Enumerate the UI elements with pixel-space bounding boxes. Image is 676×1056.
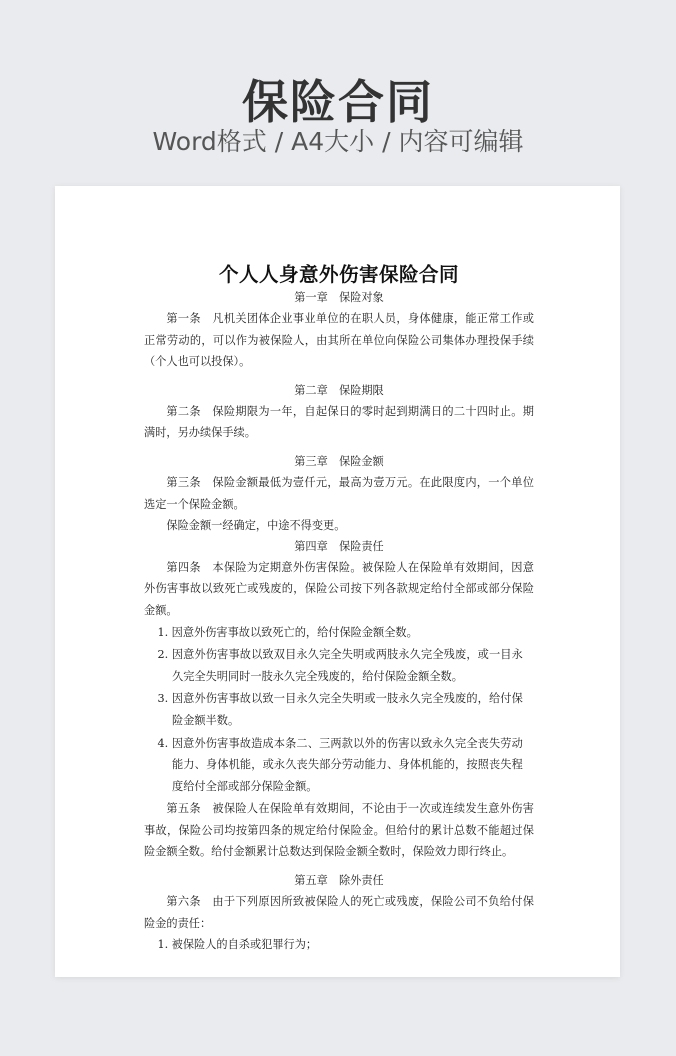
chapter-heading: 第四章 保险责任	[294, 539, 384, 553]
chapter-heading: 第一章 保险对象	[294, 291, 384, 304]
article-paragraph: 第三条 保险金额最低为壹仟元，最高为壹万元。在此限度内，一个单位选定一个保险金额。	[144, 475, 534, 511]
list-item: 1. 被保险人的自杀或犯罪行为；	[157, 938, 318, 952]
article-paragraph: 第二条 保险期限为一年，自起保日的零时起到期满日的二十四时止。期满时，另办续保手续。	[144, 404, 534, 440]
list-item: 2. 因意外伤害事故以致双目永久完全失明或两肢永久完全残废，或一目永久完全失明同时一肢永久完全残废的，给付保险金额全数。	[157, 648, 523, 683]
list-item: 3. 因意外伤害事故以致一目永久完全失明或一肢永久完全残废的，给付保险金额半数。	[157, 692, 523, 727]
list-item: 1. 因意外伤害事故以致死亡的，给付保险金额全数。	[157, 625, 418, 639]
document-body	[144, 262, 534, 957]
chapter-heading: 第五章 除外责任	[294, 874, 384, 888]
article-paragraph: 保险金额一经确定，中途不得变更。	[166, 519, 346, 533]
banner-title: 保险合同	[242, 75, 434, 129]
chapter-heading: 第三章 保险金额	[294, 454, 384, 468]
chapter-heading: 第二章 保险期限	[294, 383, 384, 397]
document-page	[55, 186, 620, 977]
banner-subtitle: Word格式 / A4大小 / 内容可编辑	[152, 127, 524, 156]
article-paragraph: 第六条 由于下列原因所致被保险人的死亡或残废，保险公司不负给付保险金的责任：	[144, 895, 534, 930]
article-paragraph: 第一条 凡机关团体企业事业单位的在职人员，身体健康，能正常工作或正常劳动的，可以作为被保险人，由其所在单位向保险公司集体办理投保手续（个人也可以投保）。	[144, 312, 534, 369]
list-item: 4. 因意外伤害事故造成本条二、三两款以外的伤害以致永久完全丧失劳动能力、身体机能，或永久丧失部分劳动能力、身体机能的，按照丧失程度给付全部或部分保险金额。	[157, 736, 523, 793]
article-paragraph: 第五条 被保险人在保险单有效期间，不论由于一次或连续发生意外伤害事故，保险公司均按第四条的规定给付保险金。但给付的累计总数不能超过保险金额全数。给付金额累计总数达到保险金额全数时，保险效力即行终止。	[144, 802, 534, 859]
article-paragraph: 第四条 本保险为定期意外伤害保险。被保险人在保险单有效期间，因意外伤害事故以致死亡或残废的，保险公司按下列各款规定给付全部或部分保险金额。	[144, 560, 534, 617]
document-title: 个人人身意外伤害保险合同	[218, 263, 459, 286]
